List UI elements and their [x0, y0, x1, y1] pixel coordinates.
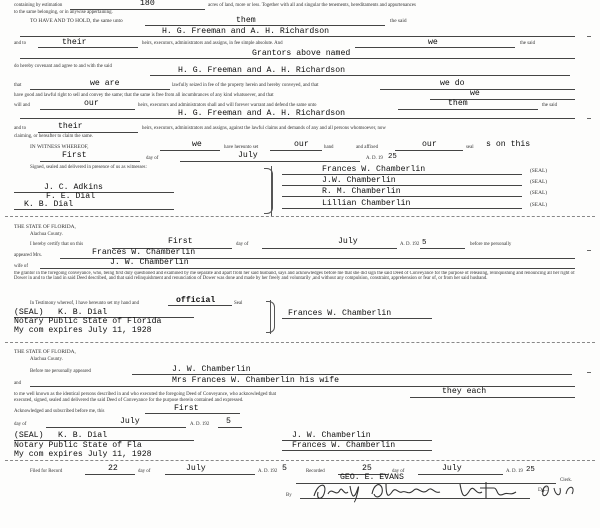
ack2-day: First	[174, 404, 199, 413]
signed-label: Signed, sealed and delivered in presence of us as witnesses:	[30, 165, 147, 170]
section-divider-1	[5, 216, 595, 217]
witness-our-2: our	[422, 140, 437, 149]
ack1-notary-name: K. B. Dial	[58, 308, 108, 317]
seal-4: (SEAL)	[530, 202, 548, 208]
seal-2: (SEAL)	[530, 179, 548, 185]
witness-ad: A. D. 19	[366, 156, 383, 161]
we-are-value: we are	[90, 79, 120, 88]
witness-day-of: day of	[146, 156, 159, 161]
and-to-text: and to	[14, 41, 27, 46]
dc-scribble	[536, 478, 580, 502]
filed-day: 22	[108, 464, 118, 473]
ack1-appeared: appeared Mrs.	[14, 253, 42, 258]
covenant-text: do hereby covenant and agree to and with the said	[14, 64, 112, 69]
ack1-day-of: day of	[236, 242, 249, 247]
recorded-label: Recorded	[306, 469, 325, 474]
have-hold-text: TO HAVE AND TO HOLD, the same unto	[30, 18, 123, 24]
the-said-text-2: the said	[520, 41, 536, 46]
ack1-seal-word: Seal	[234, 301, 243, 306]
signer-3: R. M. Chamberlin	[322, 187, 401, 196]
signer-4: Lillian Chamberlin	[322, 199, 411, 208]
ack2-and: and	[14, 381, 22, 386]
ack2-notary-name: K. B. Dial	[58, 431, 108, 440]
section-divider-3	[5, 460, 595, 461]
ack2-state: THE STATE OF FLORIDA,	[14, 349, 76, 355]
grantees-name-3: H. G. Freeman and A. H. Richardson	[178, 109, 346, 118]
filed-label: Filed for Record	[30, 469, 63, 474]
signer-1: Frances W. Chamberlin	[322, 165, 426, 174]
ack1-county: Alachua County.	[30, 232, 63, 237]
them-value-2: them	[448, 99, 468, 108]
warrant-text: heirs, executors and administrators shall and will forever warrant and defend the same unto	[138, 103, 317, 108]
we-value-2: we	[470, 89, 480, 98]
ack2-they-each: they each	[442, 387, 487, 396]
ack1-before-me: before me personally	[470, 242, 512, 247]
appertaining-text: to the same belonging, or in anywise appertaining.	[14, 10, 113, 15]
ack2-before-me: Before me personally appeared	[30, 369, 91, 374]
ack2-body1: to me well known as the identical persons described in and who executed the foregoing Deed of Conveyance, who acknowledged that	[14, 392, 276, 397]
acreage-suffix: acres of land, more or less. Together with all and singular the tenements, hereditaments and appurtenances	[208, 3, 416, 8]
ack1-wife-of: wife of	[14, 264, 28, 269]
witness-seal-s: s on this	[486, 140, 531, 149]
seal-1: (SEAL)	[530, 168, 548, 174]
ack1-month: July	[338, 237, 358, 246]
by-label: By	[286, 493, 292, 498]
ack2-notary-seal: (SEAL)	[14, 431, 44, 440]
ack2-notary-title: Notary Public State of Fla	[14, 441, 142, 450]
witness-2: F. E. Dial	[46, 192, 96, 201]
grantees-name-2: H. G. Freeman and A. H. Richardson	[178, 66, 346, 75]
recorded-day: 25	[362, 464, 372, 473]
witness-hereunto: have hereunto set	[224, 145, 259, 150]
dc-label: D.C.	[538, 487, 549, 493]
filed-year: 5	[282, 464, 287, 473]
ack1-notary-title: Notary Public State of Florida	[14, 317, 162, 326]
ack1-certify: I hereby certify that on this	[30, 242, 84, 247]
will-and-text: will and	[14, 103, 30, 108]
seized-text: lawfully seized in fee of the property herein and hereby conveyed, and that	[172, 83, 319, 88]
ack2-body2: executed, signed, sealed and delivered the said Deed of Conveyance for the purpose therein contained and expressed.	[14, 398, 244, 403]
ack1-testimony: In Testimony whereof, I have hereunto set my hand and	[30, 301, 140, 306]
witness-affixed: and affixed	[356, 145, 379, 150]
ack1-notary-seal: (SEAL)	[14, 308, 44, 317]
ack2-commission: My com expires July 11, 1928	[14, 450, 152, 459]
clerk-name: GEO. E. EVANS	[340, 473, 404, 482]
recorded-ad: A. D. 19	[506, 469, 523, 474]
their-value: their	[62, 38, 87, 47]
witness-we: we	[192, 140, 202, 149]
ack1-day: First	[168, 237, 193, 246]
we-do-value: we do	[440, 79, 465, 88]
witness-our: our	[294, 140, 309, 149]
acreage-prefix: containing by estimation	[14, 3, 63, 8]
ack2-name1: J. W. Chamberlin	[172, 365, 251, 374]
filed-month: July	[186, 464, 206, 473]
heirs-text: heirs, executors, administrators and assigns, in fee simple absolute. And	[142, 41, 283, 46]
witness-1: J. C. Adkins	[44, 183, 103, 192]
ack1-ad: A. D. 192	[400, 242, 420, 247]
grantors-label: Grantors above named	[252, 49, 351, 58]
witness-day: First	[62, 151, 87, 160]
that-text: that	[14, 83, 22, 88]
witness-month: July	[238, 151, 258, 160]
ack2-county: Alachua County.	[30, 357, 63, 362]
the-said-text: the said	[390, 18, 407, 24]
grantees-name: H. G. Freeman and A. H. Richardson	[162, 27, 330, 36]
recorded-day-of: day of	[392, 469, 405, 474]
ack1-name: Frances W. Chamberlin	[92, 248, 196, 257]
ack1-body: the grantor in the foregoing conveyance, who, being first duly questioned and examined by me separate and apart from her said husband, says and acknowledges before me that she did sign the said Deed of Conveyance for the purpose of releasing, relinquishing and renouncing all her right of Dower in and to the land in said Deed described, and that said relinquishment and renunciation of Dower was done and made by her freely and voluntarily ,and without any compulsion, constraint, apprehension or fear of, or from her said husband.	[14, 271, 575, 282]
good-right-text: have good and lawful right to sell and convey the same; that the same is free from all incumbrances of any kind whatsoever, and that	[14, 93, 274, 98]
we-value: we	[428, 38, 438, 47]
witness-hand: hand	[324, 145, 334, 150]
ack1-commission: My com expires July 11, 1928	[14, 326, 152, 335]
signer-2: J.W. Chamberlin	[322, 176, 396, 185]
ack2-signer2: Frances W. Chamberlin	[292, 441, 396, 450]
ack2-signer1: J. W. Chamberlin	[292, 431, 371, 440]
ack1-signer: Frances W. Chamberlin	[288, 309, 392, 318]
ack2-ad: A. D. 192	[190, 422, 210, 427]
our-value: our	[84, 99, 99, 108]
ack1-year: 5	[422, 239, 427, 247]
claims-text: heirs, executors, administrators and assigns, against the lawful claims and demands of any and all persons whomsoever, now	[142, 126, 386, 131]
clerk-signature	[310, 478, 530, 504]
witness-3: K. B. Dial	[24, 200, 74, 209]
ack2-day-of: day of	[14, 422, 27, 427]
seal-3: (SEAL)	[530, 190, 548, 196]
ack1-state: THE STATE OF FLORIDA,	[14, 224, 76, 230]
ack2-name2: Mrs Frances W. Chamberlin his wife	[172, 376, 340, 385]
recorded-year: 25	[526, 466, 535, 474]
witness-whereof: IN WITNESS WHEREOF,	[30, 144, 89, 150]
filed-day-of: day of	[138, 469, 151, 474]
clerk-label: Clerk.	[560, 478, 573, 483]
and-to-text-2: and to	[14, 126, 27, 131]
ack1-husband: J. W. Chamberlin	[110, 258, 189, 267]
the-said-text-3: the said	[542, 103, 558, 108]
their-value-2: their	[58, 122, 83, 131]
claiming-text: claiming, or hereafter to claim the same.	[14, 134, 94, 139]
grantee-them: them	[236, 16, 256, 25]
witness-year: 25	[388, 153, 397, 161]
ack2-acknowledged: Acknowledged and subscribed before me, this	[14, 409, 105, 414]
section-divider-2	[5, 342, 595, 343]
ack1-official: official	[176, 296, 216, 305]
ack2-year: 5	[226, 417, 231, 426]
recorded-month: July	[442, 464, 462, 473]
filed-ad: A. D. 192	[258, 469, 278, 474]
acreage-value: 180	[140, 0, 155, 8]
ack2-month: July	[120, 417, 140, 426]
witness-seal-word: seal	[466, 145, 474, 150]
